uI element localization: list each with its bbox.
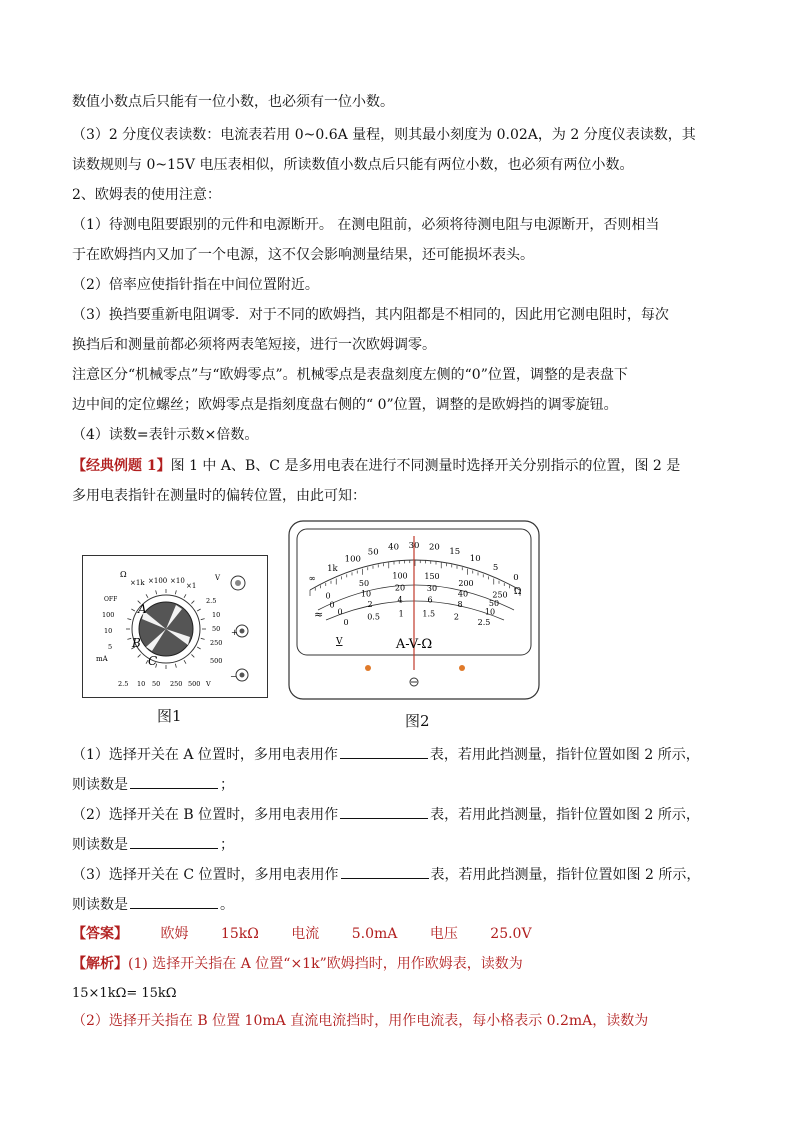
f1-label: OFF <box>104 596 118 603</box>
answer-blank[interactable] <box>340 743 428 759</box>
answer-blank[interactable] <box>130 833 218 849</box>
scale-label: 15 <box>449 546 461 557</box>
f1-label: 50 <box>152 680 161 688</box>
question-1-read <box>72 773 234 795</box>
question-text: 则读数是 <box>72 777 128 793</box>
text-line: （4）读数=表针示数×倍数。 <box>72 427 259 443</box>
scale-label: 6 <box>427 595 433 605</box>
scale-label: 50 <box>488 599 500 609</box>
f1-label: 250 <box>170 680 183 688</box>
f1-label: 100 <box>102 611 115 619</box>
question-text: 则读数是 <box>72 837 128 853</box>
scale-label: 0 <box>337 607 343 617</box>
scale-label: 0 <box>329 600 335 610</box>
scale-label: 30 <box>408 541 420 552</box>
scale-label: 250 <box>492 590 508 600</box>
answer-item: 5.0mA <box>351 926 398 942</box>
answer-blank[interactable] <box>340 803 428 819</box>
f1-label: 10 <box>104 627 113 635</box>
scale-label: 2 <box>367 599 373 609</box>
analysis-formula: 15×1kΩ= 15kΩ <box>72 986 177 1001</box>
question-text: 。 <box>220 897 234 913</box>
ac-symbol: ≈ <box>314 608 324 621</box>
position-c-label: C <box>148 654 158 668</box>
f1-label: mA <box>96 655 108 663</box>
scale-label: 50 <box>358 578 370 588</box>
question-text: （3）选择开关在 C 位置时，多用电表用作 <box>72 867 339 883</box>
f1-label: 50 <box>212 625 221 633</box>
scale-label: 50 <box>367 547 379 558</box>
text-line: （2）倍率应使指针指在中间位置附近。 <box>72 277 319 293</box>
question-text: （2）选择开关在 B 位置时，多用电表用作 <box>72 807 339 823</box>
scale-label: 0 <box>343 617 349 627</box>
scale-label: 5 <box>492 562 499 573</box>
text-line: 2、欧姆表的使用注意： <box>72 187 221 203</box>
text-line: 读数规则与 0~15V 电压表相似，所读数值小数点后只能有两位小数，也必须有两位小数。 <box>72 157 634 173</box>
scale-label: 0.5 <box>367 612 380 622</box>
analysis-text: (1) 选择开关指在 A 位置“×1k”欧姆挡时，用作欧姆表，读数为 <box>128 956 523 972</box>
question-text: ； <box>220 837 234 853</box>
f1-label: + <box>231 628 238 637</box>
scale-label: 10 <box>469 553 481 564</box>
scale-label: 0 <box>325 591 331 601</box>
f1-label: 500 <box>210 657 223 665</box>
scale-label: 100 <box>344 554 361 565</box>
f1-label: ×10 <box>170 577 185 585</box>
f1-label: 500 <box>188 680 201 688</box>
question-text: 表，若用此挡测量，指针位置如图 2 所示， <box>429 747 700 763</box>
f1-label: 2.5 <box>118 680 129 688</box>
answer-blank[interactable] <box>130 893 218 909</box>
question-2 <box>72 803 700 825</box>
scale-label: 10 <box>360 589 372 599</box>
f1-label: ×1k <box>130 579 145 587</box>
answer-item: 电压 <box>429 926 458 942</box>
figure-2-meter <box>288 520 540 700</box>
question-text: （1）选择开关在 A 位置时，多用电表用作 <box>72 747 338 763</box>
question-text: ； <box>220 777 234 793</box>
answer-item: 15kΩ <box>220 926 259 942</box>
analysis-tag: 【解析】 <box>72 956 128 972</box>
f1-label: Ω <box>120 570 127 579</box>
figure-1-selector <box>82 555 268 698</box>
f1-label: 5 <box>108 643 113 651</box>
figure-2-caption: 图2 <box>405 712 430 730</box>
scale-label: ∞ <box>308 573 316 584</box>
indicator-dot-icon <box>365 665 371 671</box>
example-tag: 【经典例题 1】 <box>72 458 171 474</box>
text-line: （3）2 分度仪表读数：电流表若用 0~0.6A 量程，则其最小刻度为 0.02A，为 2 分度仪表读数，其 <box>72 127 696 143</box>
text-line: 于在欧姆挡内又加了一个电源，这不仅会影响测量结果，还可能损坏表头。 <box>72 247 534 263</box>
analysis-text: （2）选择开关指在 B 位置 10mA 直流电流挡时，用作电流表，每小格表示 0.2mA，读数为 <box>72 1013 649 1029</box>
text-line: 数值小数点后只能有一位小数，也必须有一位小数。 <box>72 94 394 110</box>
question-1 <box>72 743 700 765</box>
answer-tag: 【答案】 <box>72 926 128 942</box>
scale-label: 40 <box>457 589 469 599</box>
text-line: （3）换挡要重新电阻调零．对于不同的欧姆挡，其内阻都是不相同的，因此用它测电阻时，每次 <box>72 307 669 323</box>
scale-label: 20 <box>394 583 406 593</box>
f1-label: 10 <box>212 611 221 619</box>
dc-v-symbol: V <box>336 637 343 647</box>
text-line: 换挡后和测量前都必须将两表笔短接，进行一次欧姆调零。 <box>72 337 436 353</box>
analysis-line <box>72 954 523 974</box>
answer-blank[interactable] <box>130 773 218 789</box>
scale-label: 20 <box>428 542 440 553</box>
f1-label: V <box>206 680 211 688</box>
scale-label: 8 <box>457 599 463 609</box>
text-line: （1）待测电阻要跟别的元件和电源断开。 在测电阻前，必须将待测电阻与电源断开，否则相当 <box>72 217 660 233</box>
figure-1-caption: 图1 <box>157 707 182 725</box>
answer-item: 25.0V <box>490 926 532 942</box>
scale-label: 0 <box>513 572 519 583</box>
text-line: 多用电表指针在测量时的偏转位置，由此可知： <box>72 488 366 504</box>
question-text: 表，若用此挡测量，指针位置如图 2 所示， <box>430 867 701 883</box>
f1-label: 250 <box>210 639 223 647</box>
f1-label: ×1 <box>186 582 197 590</box>
indicator-dot-icon <box>459 665 465 671</box>
f1-label: 2.5 <box>206 597 217 605</box>
meter-center-label: A-V-Ω <box>395 637 433 652</box>
text-line: 边中间的定位螺丝；欧姆零点是指刻度盘右侧的“ 0”位置，调整的是欧姆挡的调零旋钮。 <box>72 397 618 413</box>
f1-label: V <box>215 574 221 582</box>
question-3-read <box>72 893 234 915</box>
scale-label: 40 <box>388 542 400 553</box>
f1-label: − <box>230 672 237 681</box>
scale-label: 1.5 <box>422 609 436 619</box>
f1-label: ×100 <box>148 577 168 585</box>
question-text: 表，若用此挡测量，指针位置如图 2 所示， <box>430 807 700 823</box>
scale-label: 2.5 <box>477 617 491 627</box>
text-line: 注意区分“机械零点”与“欧姆零点”。机械零点是表盘刻度左侧的“0”位置，调整的是表盘下 <box>72 367 628 383</box>
omega-symbol: Ω <box>514 587 522 597</box>
f1-label: 10 <box>137 680 146 688</box>
scale-label: 200 <box>458 578 474 588</box>
answer-blank[interactable] <box>341 863 429 879</box>
answer-item: 电流 <box>291 926 320 942</box>
answer-item: 欧姆 <box>160 926 189 942</box>
scale-label: 100 <box>392 571 408 581</box>
question-text: 则读数是 <box>72 897 128 913</box>
question-2-read <box>72 833 234 855</box>
scale-label: 2 <box>453 612 459 622</box>
scale-label: 10 <box>484 607 496 617</box>
position-a-label: A <box>138 602 147 616</box>
scale-label: 1 <box>398 609 404 619</box>
example-heading <box>72 456 680 476</box>
scale-label: 150 <box>424 571 440 581</box>
question-3 <box>72 863 700 885</box>
example-text: 图 1 中 A、B、C 是多用电表在进行不同测量时选择开关分别指示的位置，图 2 是 <box>170 458 681 474</box>
scale-label: 1k <box>327 563 338 574</box>
scale-label: 4 <box>397 595 403 605</box>
position-b-label: B <box>132 636 141 650</box>
scale-label: 30 <box>426 583 438 593</box>
answer-line <box>72 924 560 944</box>
